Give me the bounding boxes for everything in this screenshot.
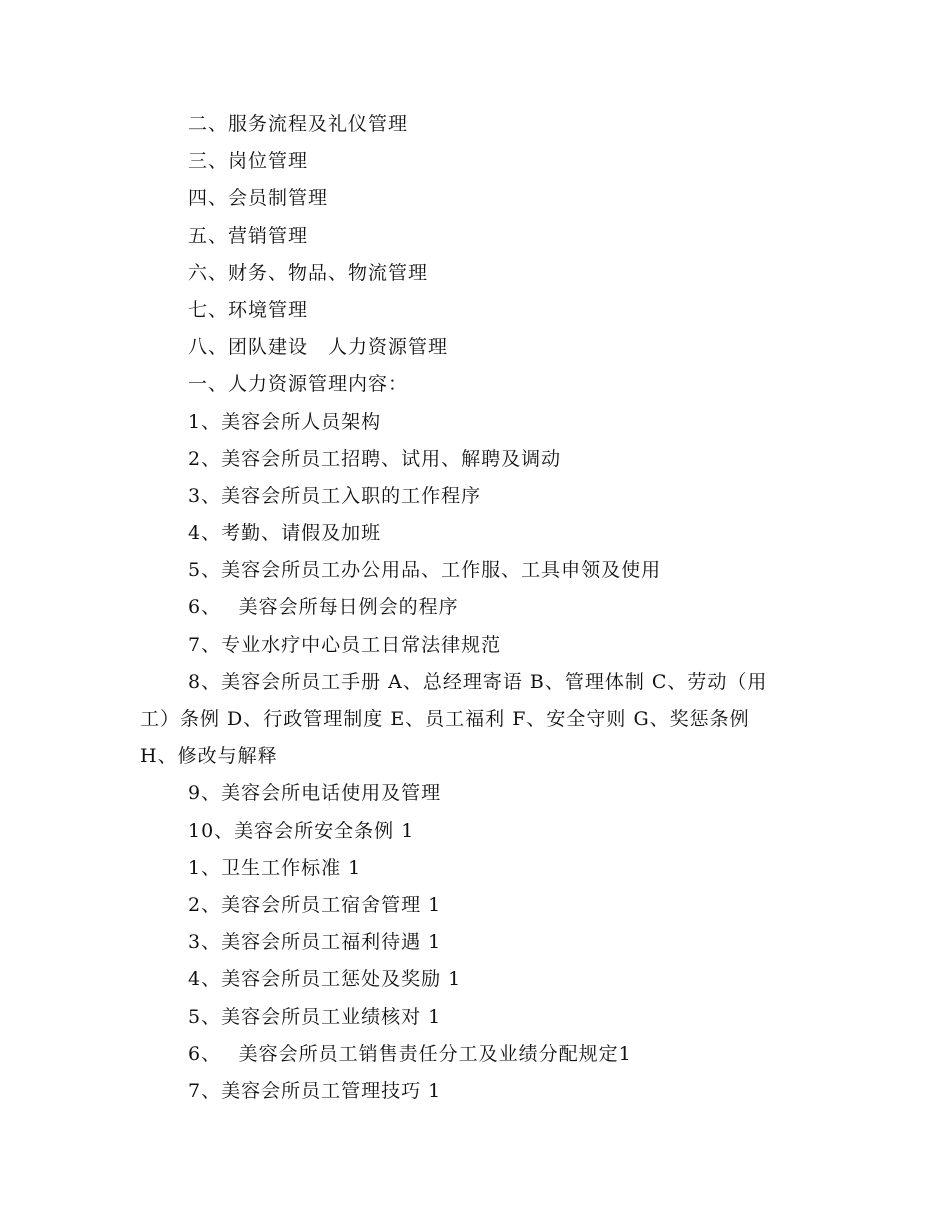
text-line: 四、会员制管理 [188,187,329,210]
text-line: 6、 美容会所每日例会的程序 [188,596,459,619]
text-line: 五、营销管理 [188,224,309,247]
text-line: 9、美容会所电话使用及管理 [188,782,442,805]
text-line: 二、服务流程及礼仪管理 [188,113,409,135]
text-line: 一、人力资源管理内容： [188,373,409,396]
text-line: 七、环境管理 [188,298,309,321]
text-line: 7、专业水疗中心员工日常法律规范 [188,633,502,656]
text-line: 2、美容会所员工宿舍管理 1 [188,893,442,916]
text-line: 5、美容会所员工业绩核对 1 [188,1005,442,1028]
paragraph-line: 8、美容会所员工手册 A、总经理寄语 B、管理体制 C、劳动（用 [188,670,768,693]
text-line: 1、美容会所人员架构 [188,410,382,433]
text-line: 6、 美容会所员工销售责任分工及业绩分配规定1 [188,1042,632,1065]
text-line: 2、美容会所员工招聘、试用、解聘及调动 [188,447,562,470]
text-line: 7、美容会所员工管理技巧 1 [188,1079,442,1102]
paragraph-line: H、修改与解释 [140,745,278,768]
text-line: 三、岗位管理 [188,150,309,173]
document-body [140,106,810,1110]
paragraph-line: 工）条例 D、行政管理制度 E、员工福利 F、安全守则 G、奖惩条例 [140,708,750,731]
paragraph-employee-handbook [140,664,810,776]
text-line: 3、美容会所员工入职的工作程序 [188,484,482,507]
text-line: 八、团队建设 人力资源管理 [188,336,449,359]
text-line: 3、美容会所员工福利待遇 1 [188,931,442,954]
text-line: 4、考勤、请假及加班 [188,522,382,545]
text-line: 10、美容会所安全条例 1 [188,819,415,842]
text-line: 1、卫生工作标准 1 [188,856,362,879]
text-line: 4、美容会所员工惩处及奖励 1 [188,968,462,991]
text-line: 5、美容会所员工办公用品、工作服、工具申领及使用 [188,559,662,582]
text-line: 六、财务、物品、物流管理 [188,261,429,284]
